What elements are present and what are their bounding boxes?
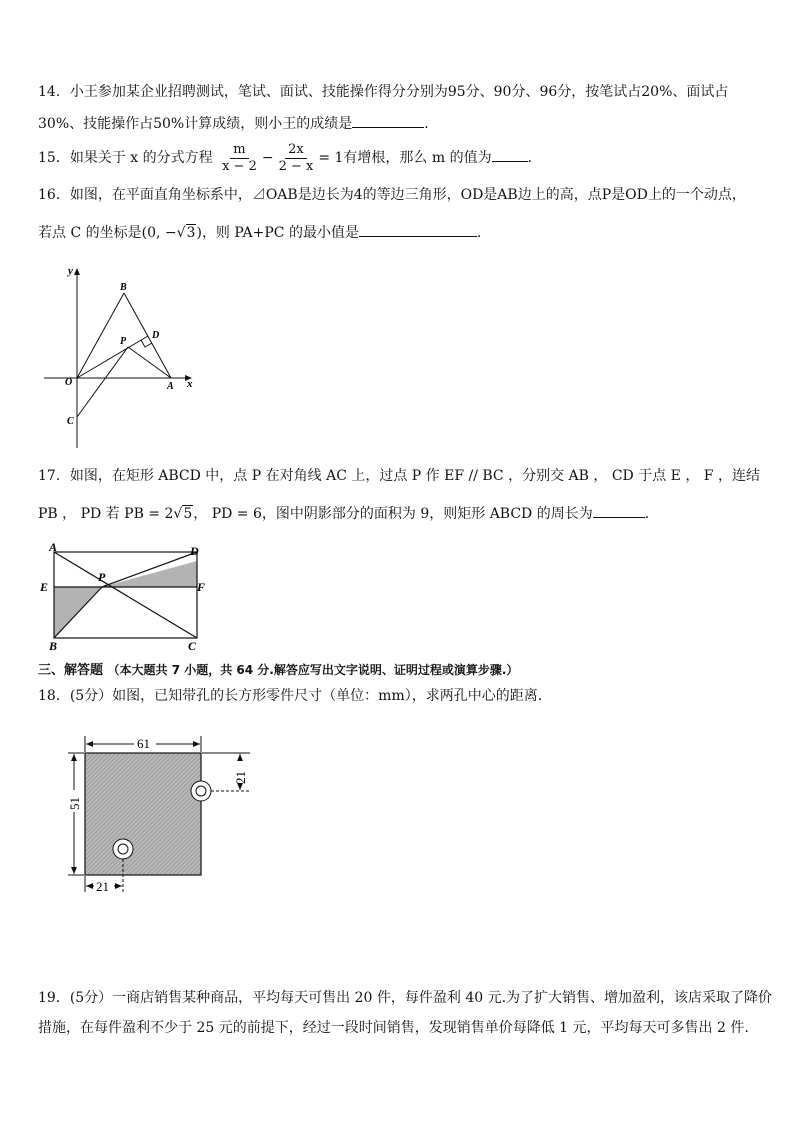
label-A: A — [167, 381, 174, 392]
label-C: C — [67, 416, 74, 427]
q19-line1: 19．(5分）一商店销售某种商品，平均每天可售出 20 件，每件盈利 40 元.为了扩大销售、增加盈利，该店采取了降价 — [38, 990, 773, 1006]
q14-line2 — [38, 113, 438, 134]
q16-end: . — [476, 225, 482, 241]
plate — [85, 753, 201, 875]
label-D: D — [152, 330, 160, 341]
q17-text-b: ， PD = 6，图中阴影部分的面积为 9，则矩形 ABCD 的周长为 — [193, 506, 593, 522]
q15-pre: 15．如果关于 x 的分式方程 — [38, 150, 213, 166]
q14-end: ． — [424, 116, 439, 132]
q15-post: = 1有增根，那么 m 的值为 — [318, 150, 492, 166]
segment-OB — [77, 293, 124, 378]
section-3-title: 三、解答题 — [38, 663, 104, 678]
label-B: B — [49, 639, 58, 653]
q14-answer-blank — [352, 113, 424, 128]
arrow-51-bottom — [71, 867, 77, 874]
arrow-21b-right — [115, 883, 122, 889]
q16-answer-blank — [359, 222, 477, 237]
q15-line — [38, 139, 542, 177]
segment-PA — [128, 347, 171, 378]
label-51: 51 — [67, 797, 82, 810]
q15-end: ． — [527, 150, 542, 166]
q15-fraction-2 — [276, 142, 317, 175]
q15-fraction-1 — [219, 142, 260, 175]
q16-text-b: ，则 PA+PC 的最小值是 — [201, 225, 359, 241]
label-y: y — [68, 265, 73, 277]
q16-line1: 16．如图，在平面直角坐标系中，⊿OAB是边长为4的等边三角形，OD是AB边上的高，点P是OD上的一个动点， — [38, 187, 746, 203]
hole-lower-inner — [118, 844, 128, 854]
label-F: F — [197, 580, 206, 594]
q16-text-a: 若点 C 的坐标是 — [38, 225, 142, 241]
label-P: P — [98, 570, 106, 584]
q15-minus: − — [261, 150, 274, 166]
hole-upper-inner — [196, 786, 206, 796]
q16-coord-b: ) — [196, 225, 202, 241]
q14-line1: 14．小王参加某企业招聘测试，笔试、面试、技能操作得分分别为95分、90分、96分，按笔试占20%、面试占 — [38, 84, 729, 100]
segment-BA — [124, 293, 171, 378]
label-C: C — [188, 639, 197, 653]
q18-line: 18．(5分）如图，已知带孔的长方形零件尺寸（单位：mm），求两孔中心的距离． — [38, 688, 552, 704]
label-61: 61 — [137, 736, 150, 751]
q19-line2: 措施，在每件盈利不少于 25 元的前提下，经过一段时间销售，发现销售单价每降低 1 元，平均每天可多售出 2 件. — [38, 1020, 749, 1036]
q17-line1: 17．如图，在矩形 ABCD 中，点 P 在对角线 AC 上，过点 P 作 EF // BC ，分别交 AB ， CD 于点 E ， F ，连结 — [38, 468, 760, 484]
label-B: B — [120, 282, 127, 293]
q15-f1-denominator: x − 2 — [222, 158, 257, 174]
label-21-right: 21 — [233, 771, 248, 784]
section-3-note: （本大题共 7 小题，共 64 分.解答应写出文字说明、证明过程或演算步骤.） — [107, 663, 519, 677]
q17-figure — [38, 540, 213, 655]
q18-figure — [62, 730, 262, 900]
q17-text-a: PB ， PD 若 PB = 2 — [38, 506, 174, 522]
shaded-triangle-upper — [102, 561, 197, 587]
label-21-bottom: 21 — [96, 879, 109, 894]
label-x: x — [187, 378, 193, 390]
q15-f2-numerator: 2x — [285, 142, 307, 159]
label-O: O — [65, 377, 73, 388]
y-axis-arrow — [74, 268, 80, 275]
q14-text: 30%、技能操作占50%计算成绩，则小王的成绩是 — [38, 116, 353, 132]
label-D: D — [190, 544, 199, 558]
q17-sqrt: 5 — [183, 506, 193, 522]
section-3-heading — [38, 660, 518, 681]
q15-answer-blank — [492, 147, 528, 162]
q15-f2-denominator: 2 − x — [278, 158, 314, 174]
q17-line2: PB ， PD 若 PB = 2√5， PD = 6，图中阴影部分的面积为 9，则矩形 ABCD 的周长为 . — [38, 503, 649, 524]
q16-line2: 若点 C 的坐标是(0, −√3)，则 PA+PC 的最小值是 . — [38, 222, 481, 243]
q17-answer-blank — [593, 503, 645, 518]
q15-f1-numerator: m — [230, 142, 248, 159]
segment-PC — [77, 347, 128, 417]
arrow-21b-left — [86, 883, 93, 889]
q16-figure — [40, 262, 200, 452]
q16-coord-a: (0, − — [141, 225, 177, 241]
arrow-21r-top — [237, 754, 243, 761]
label-E: E — [40, 580, 49, 594]
arrow-61-left — [86, 741, 93, 747]
q16-coord-sqrt: 3 — [186, 225, 196, 241]
segment-OD — [77, 336, 148, 378]
arrow-51-top — [71, 754, 77, 761]
q17-end: . — [644, 506, 650, 522]
arrow-61-right — [193, 741, 200, 747]
label-P: P — [120, 336, 127, 347]
label-A: A — [49, 540, 58, 554]
